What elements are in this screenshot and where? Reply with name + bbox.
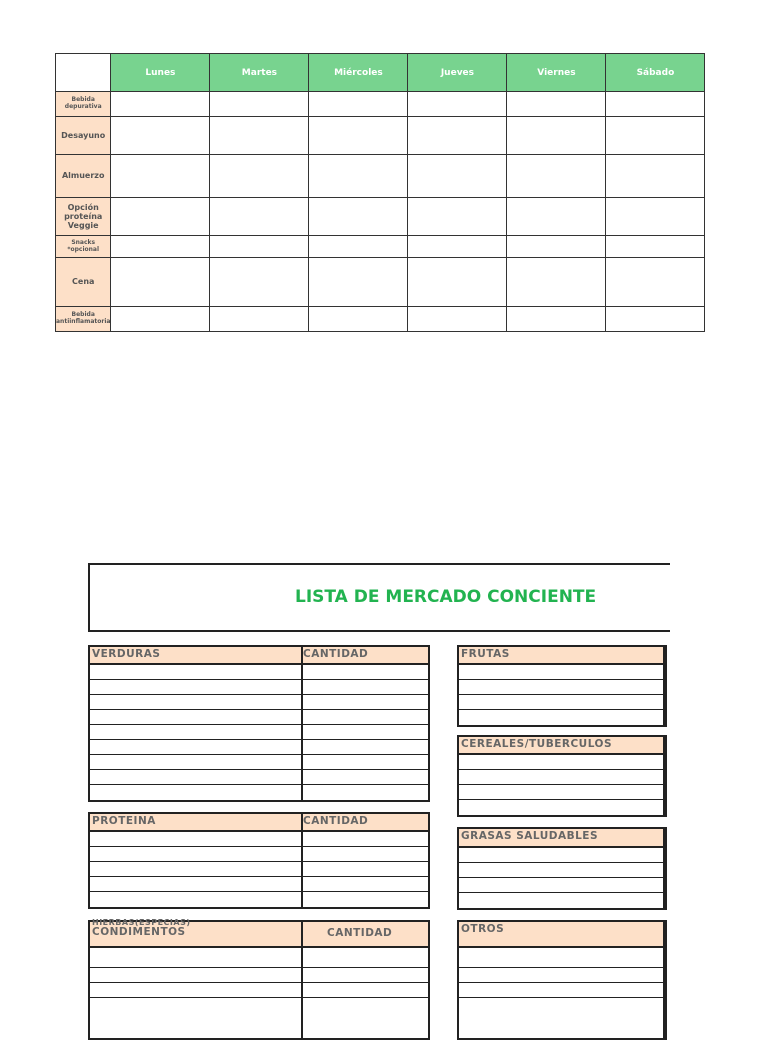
item-cell[interactable] — [90, 862, 303, 876]
meal-label: Almuerzo — [56, 155, 111, 198]
verduras-row — [90, 785, 428, 800]
item-cell[interactable] — [90, 983, 303, 997]
quantity-cell[interactable] — [303, 892, 428, 907]
quantity-cell[interactable] — [303, 983, 428, 997]
otros-header — [459, 922, 665, 948]
meal-cell[interactable] — [507, 92, 606, 117]
meal-row — [56, 92, 705, 117]
meal-row — [56, 198, 705, 236]
quantity-cell[interactable] — [303, 665, 428, 679]
cereales-row — [459, 800, 665, 815]
condimentos-row — [90, 968, 428, 983]
verduras-row — [90, 755, 428, 770]
meal-cell[interactable] — [210, 307, 309, 332]
cereales-header — [459, 737, 665, 755]
item-cell[interactable] — [90, 832, 303, 846]
proteina-row — [90, 832, 428, 847]
condimentos-row — [90, 983, 428, 998]
verduras-row — [90, 710, 428, 725]
condimentos-row — [90, 948, 428, 968]
day-header: Miércoles — [309, 54, 408, 92]
item-cell[interactable] — [459, 800, 665, 815]
condimentos-subheading: HIERBAS(ESPECIAS) — [92, 919, 191, 927]
meal-cell[interactable] — [507, 155, 606, 198]
verduras-row — [90, 725, 428, 740]
meal-row — [56, 155, 705, 198]
item-cell[interactable] — [90, 725, 303, 739]
item-cell[interactable] — [90, 998, 303, 1038]
otros-row — [459, 948, 665, 968]
verduras-row — [90, 770, 428, 785]
meal-cell[interactable] — [111, 92, 210, 117]
item-cell[interactable] — [459, 893, 665, 908]
meal-cell[interactable] — [309, 307, 408, 332]
meal-cell[interactable] — [210, 236, 309, 258]
verduras-row — [90, 680, 428, 695]
day-header: Martes — [210, 54, 309, 92]
corner-cell — [56, 54, 111, 92]
quantity-cell[interactable] — [303, 695, 428, 709]
market-list-title: LISTA DE MERCADO CONCIENTE — [295, 587, 597, 607]
quantity-cell[interactable] — [303, 877, 428, 891]
item-cell[interactable] — [90, 665, 303, 679]
item-cell[interactable] — [459, 998, 665, 1038]
item-cell[interactable] — [459, 948, 665, 967]
item-cell[interactable] — [459, 710, 665, 725]
meal-cell[interactable] — [309, 236, 408, 258]
item-cell[interactable] — [90, 847, 303, 861]
item-cell[interactable] — [90, 755, 303, 769]
meal-cell[interactable] — [111, 198, 210, 236]
frutas-row — [459, 665, 665, 680]
meal-cell[interactable] — [210, 117, 309, 155]
cereales-list — [457, 735, 667, 817]
grasas-heading: GRASAS SALUDABLES — [461, 830, 599, 842]
grasas-row — [459, 878, 665, 893]
meal-cell[interactable] — [210, 198, 309, 236]
meal-cell[interactable] — [309, 258, 408, 307]
cereales-heading: CEREALES/TUBERCULOS — [461, 738, 613, 750]
item-cell[interactable] — [459, 878, 665, 892]
day-header: Jueves — [408, 54, 507, 92]
item-cell[interactable] — [90, 948, 303, 967]
day-header: Lunes — [111, 54, 210, 92]
proteina-row — [90, 892, 428, 907]
meal-label: Desayuno — [56, 117, 111, 155]
proteina-list — [88, 812, 430, 909]
grasas-header — [459, 829, 665, 848]
frutas-header — [459, 647, 665, 665]
meal-label: Opción proteína Veggie — [56, 198, 111, 236]
quantity-cell[interactable] — [303, 725, 428, 739]
item-cell[interactable] — [459, 680, 665, 694]
quantity-cell[interactable] — [303, 740, 428, 754]
meal-cell[interactable] — [408, 258, 507, 307]
meal-cell[interactable] — [408, 236, 507, 258]
frutas-row — [459, 710, 665, 725]
frutas-row — [459, 695, 665, 710]
proteina-header — [90, 814, 428, 832]
item-cell[interactable] — [90, 968, 303, 982]
proteina-row — [90, 877, 428, 892]
meal-label: Snacks *opcional — [56, 236, 111, 258]
condimentos-heading: CONDIMENTOS — [92, 926, 186, 938]
market-list-title-box — [88, 563, 670, 632]
meal-cell[interactable] — [606, 155, 705, 198]
weekly-meal-plan-table — [55, 53, 705, 332]
grasas-list — [457, 827, 667, 910]
meal-cell[interactable] — [606, 236, 705, 258]
quantity-cell[interactable] — [303, 948, 428, 967]
otros-row — [459, 998, 665, 1038]
item-cell[interactable] — [90, 892, 303, 907]
meal-cell[interactable] — [111, 307, 210, 332]
item-cell[interactable] — [459, 755, 665, 769]
meal-row — [56, 236, 705, 258]
meal-cell[interactable] — [309, 92, 408, 117]
cantidad-heading: CANTIDAD — [303, 648, 369, 660]
day-header: Sábado — [606, 54, 705, 92]
meal-cell[interactable] — [111, 236, 210, 258]
item-cell[interactable] — [90, 770, 303, 784]
quantity-cell[interactable] — [303, 710, 428, 724]
meal-cell[interactable] — [210, 258, 309, 307]
meal-cell[interactable] — [606, 198, 705, 236]
item-cell[interactable] — [459, 695, 665, 709]
quantity-cell[interactable] — [303, 680, 428, 694]
meal-row — [56, 307, 705, 332]
quantity-cell[interactable] — [303, 770, 428, 784]
item-cell[interactable] — [90, 740, 303, 754]
item-cell[interactable] — [90, 680, 303, 694]
verduras-row — [90, 740, 428, 755]
day-header: Viernes — [507, 54, 606, 92]
proteina-heading: PROTEINA — [92, 815, 156, 827]
meal-cell[interactable] — [309, 117, 408, 155]
grasas-row — [459, 893, 665, 908]
meal-cell[interactable] — [606, 117, 705, 155]
meal-label: Bebida antiinflamatoria — [56, 307, 111, 332]
meal-cell[interactable] — [507, 258, 606, 307]
cantidad-heading: CANTIDAD — [327, 927, 393, 939]
item-cell[interactable] — [90, 710, 303, 724]
grasas-row — [459, 848, 665, 863]
frutas-heading: FRUTAS — [461, 648, 510, 660]
verduras-heading: VERDURAS — [92, 648, 161, 660]
meal-label: Bebida depurativa — [56, 92, 111, 117]
condimentos-header — [90, 919, 428, 948]
meal-cell[interactable] — [507, 198, 606, 236]
otros-list — [457, 920, 667, 1040]
meal-cell[interactable] — [507, 236, 606, 258]
quantity-cell[interactable] — [303, 968, 428, 982]
item-cell[interactable] — [459, 785, 665, 799]
quantity-cell[interactable] — [303, 847, 428, 861]
verduras-row — [90, 695, 428, 710]
frutas-row — [459, 680, 665, 695]
frutas-list — [457, 645, 667, 727]
cantidad-heading: CANTIDAD — [303, 815, 369, 827]
condimentos-row — [90, 998, 428, 1038]
proteina-row — [90, 862, 428, 877]
verduras-row — [90, 665, 428, 680]
cereales-row — [459, 785, 665, 800]
quantity-cell[interactable] — [303, 832, 428, 846]
verduras-list — [88, 645, 430, 802]
item-cell[interactable] — [90, 877, 303, 891]
quantity-cell[interactable] — [303, 785, 428, 800]
cereales-row — [459, 755, 665, 770]
cereales-row — [459, 770, 665, 785]
quantity-cell[interactable] — [303, 998, 428, 1038]
item-cell[interactable] — [459, 665, 665, 679]
meal-cell[interactable] — [111, 258, 210, 307]
meal-cell[interactable] — [606, 258, 705, 307]
quantity-cell[interactable] — [303, 755, 428, 769]
meal-cell[interactable] — [408, 117, 507, 155]
item-cell[interactable] — [90, 785, 303, 800]
meal-row — [56, 117, 705, 155]
meal-label: Cena — [56, 258, 111, 307]
verduras-header — [90, 647, 428, 665]
grasas-row — [459, 863, 665, 878]
item-cell[interactable] — [459, 983, 665, 997]
item-cell[interactable] — [459, 770, 665, 784]
quantity-cell[interactable] — [303, 862, 428, 876]
meal-cell[interactable] — [507, 117, 606, 155]
meal-row — [56, 258, 705, 307]
meal-cell[interactable] — [309, 155, 408, 198]
item-cell[interactable] — [459, 863, 665, 877]
proteina-row — [90, 847, 428, 862]
meal-cell[interactable] — [408, 92, 507, 117]
meal-cell[interactable] — [606, 307, 705, 332]
meal-cell[interactable] — [606, 92, 705, 117]
meal-cell[interactable] — [210, 92, 309, 117]
meal-cell[interactable] — [309, 198, 408, 236]
meal-cell[interactable] — [408, 307, 507, 332]
item-cell[interactable] — [90, 695, 303, 709]
meal-cell[interactable] — [507, 307, 606, 332]
condimentos-list — [88, 920, 430, 1040]
meal-cell[interactable] — [111, 155, 210, 198]
item-cell[interactable] — [459, 848, 665, 862]
meal-cell[interactable] — [210, 155, 309, 198]
otros-heading: OTROS — [461, 923, 505, 935]
otros-row — [459, 968, 665, 983]
item-cell[interactable] — [459, 968, 665, 982]
meal-cell[interactable] — [408, 155, 507, 198]
meal-cell[interactable] — [111, 117, 210, 155]
otros-row — [459, 983, 665, 998]
meal-cell[interactable] — [408, 198, 507, 236]
